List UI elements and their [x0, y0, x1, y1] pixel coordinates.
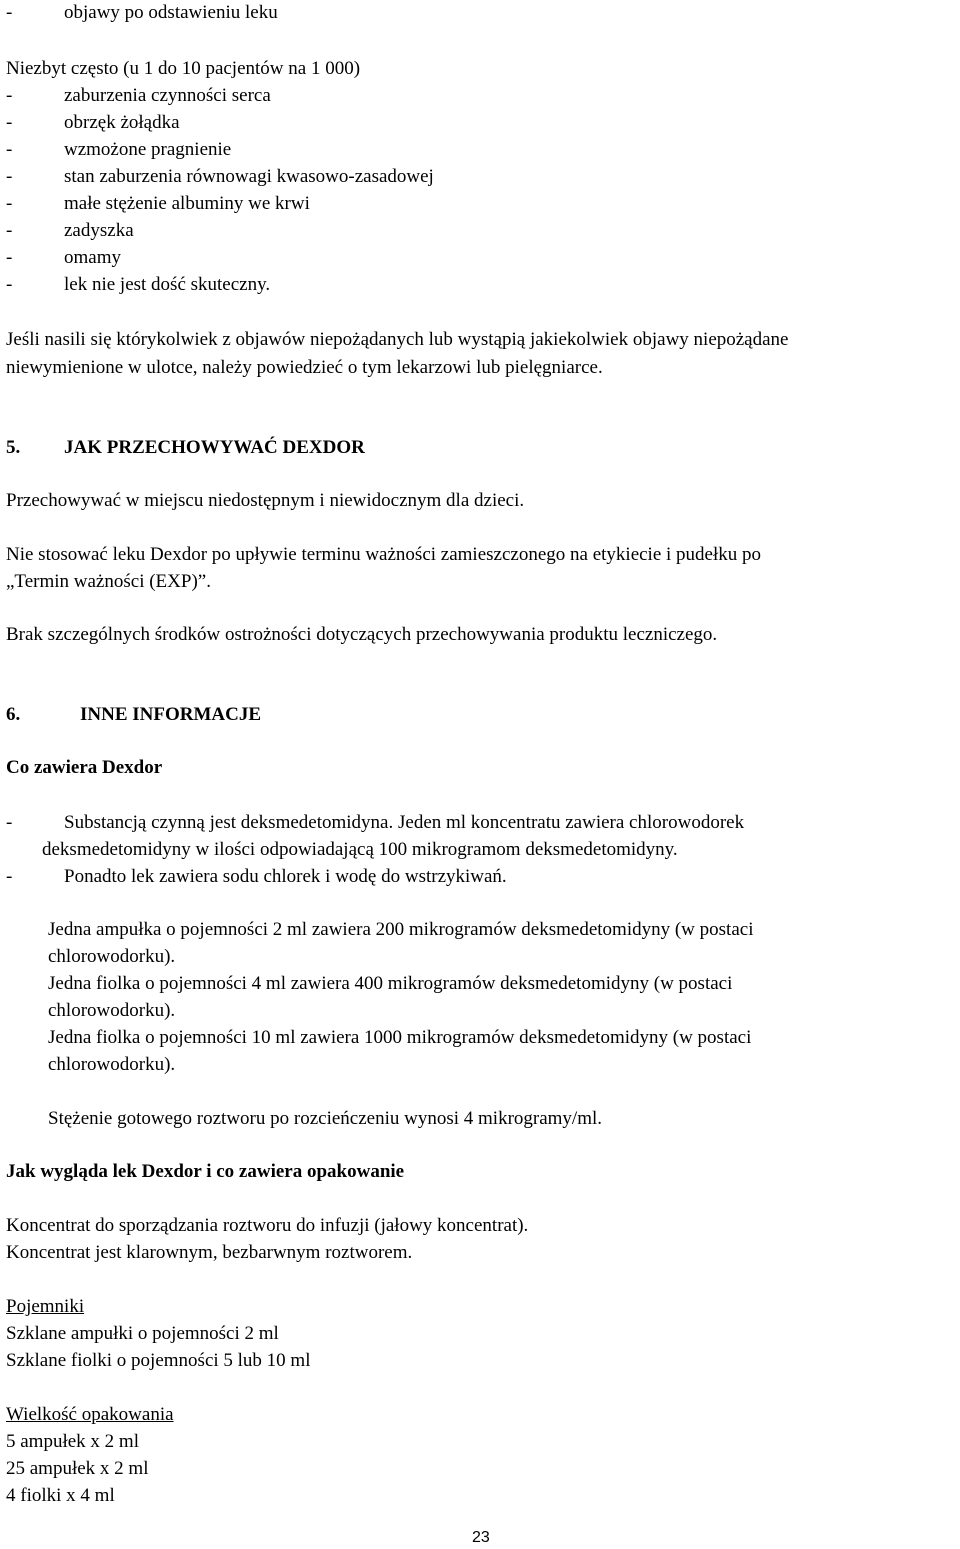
containers-heading: Pojemniki — [6, 1296, 85, 1317]
list-dash: - — [6, 112, 13, 133]
expiry-paragraph-line: „Termin ważności (EXP)”. — [6, 571, 211, 592]
list-item-text: obrzęk żołądka — [64, 112, 180, 133]
list-item-text: stan zaburzenia równowagi kwasowo-zasadowej — [64, 166, 434, 187]
list-item-text: omamy — [64, 247, 121, 268]
vial-10ml-content-line: chlorowodorku). — [48, 1054, 176, 1075]
vial-4ml-content-line: chlorowodorku). — [48, 1000, 176, 1021]
list-dash: - — [6, 247, 13, 268]
list-dash: - — [6, 85, 13, 106]
storage-precautions-paragraph: Brak szczególnych środków ostrożności dotyczących przechowywania produktu leczniczego. — [6, 624, 718, 645]
list-dash: - — [6, 866, 13, 887]
subsection-heading: Jak wygląda lek Dexdor i co zawiera opakowanie — [6, 1161, 405, 1182]
frequency-heading: Niezbyt często (u 1 do 10 pacjentów na 1 000) — [6, 58, 361, 79]
vial-4ml-content-line: Jedna fiolka o pojemności 4 ml zawiera 400 mikrogramów deksmedetomidyny (w postaci — [48, 973, 733, 994]
list-item-text: Ponadto lek zawiera sodu chlorek i wodę do wstrzykiwań. — [64, 866, 507, 887]
list-item-text: Substancją czynną jest deksmedetomidyna. Jeden ml koncentratu zawiera chlorowodorek — [64, 812, 745, 833]
list-dash: - — [6, 166, 13, 187]
list-item-text: objawy po odstawieniu leku — [64, 2, 278, 23]
list-dash: - — [6, 139, 13, 160]
list-dash: - — [6, 812, 13, 833]
list-dash: - — [6, 220, 13, 241]
pack-size-item: 5 ampułek x 2 ml — [6, 1431, 139, 1452]
report-paragraph-line: Jeśli nasili się którykolwiek z objawów niepożądanych lub wystąpią jakiekolwiek objawy niepożądane — [6, 329, 789, 350]
appearance-line: Koncentrat do sporządzania roztworu do infuzji (jałowy koncentrat). — [6, 1215, 529, 1236]
list-item-text: wzmożone pragnienie — [64, 139, 232, 160]
pack-size-heading: Wielkość opakowania — [6, 1404, 174, 1425]
concentration-line: Stężenie gotowego roztworu po rozcieńczeniu wynosi 4 mikrogramy/ml. — [48, 1108, 603, 1129]
expiry-paragraph-line: Nie stosować leku Dexdor po upływie terminu ważności zamieszczonego na etykiecie i pudełku po — [6, 544, 762, 565]
ingredient-item-continuation: deksmedetomidyny w ilości odpowiadającą 100 mikrogramom deksmedetomidyny. — [42, 839, 678, 860]
section-title: INNE INFORMACJE — [80, 704, 262, 725]
section-title: JAK PRZECHOWYWAĆ DEXDOR — [64, 437, 365, 458]
pack-size-item: 25 ampułek x 2 ml — [6, 1458, 149, 1479]
container-item: Szklane ampułki o pojemności 2 ml — [6, 1323, 279, 1344]
appearance-line: Koncentrat jest klarownym, bezbarwnym roztworem. — [6, 1242, 413, 1263]
list-item-text: małe stężenie albuminy we krwi — [64, 193, 310, 214]
ampoule-content-line: Jedna ampułka o pojemności 2 ml zawiera 200 mikrogramów deksmedetomidyny (w postaci — [48, 919, 754, 940]
subsection-heading: Co zawiera Dexdor — [6, 757, 163, 778]
storage-paragraph: Przechowywać w miejscu niedostępnym i niewidocznym dla dzieci. — [6, 490, 525, 511]
container-item: Szklane fiolki o pojemności 5 lub 10 ml — [6, 1350, 311, 1371]
section-number: 6. — [6, 704, 21, 725]
pack-size-item: 4 fiolki x 4 ml — [6, 1485, 115, 1506]
vial-10ml-content-line: Jedna fiolka o pojemności 10 ml zawiera 1000 mikrogramów deksmedetomidyny (w postaci — [48, 1027, 752, 1048]
list-dash: - — [6, 193, 13, 214]
list-item-text: zadyszka — [64, 220, 134, 241]
list-dash: - — [6, 2, 13, 23]
page-number: 23 — [472, 1529, 490, 1546]
list-dash: - — [6, 274, 13, 295]
list-item-text: lek nie jest dość skuteczny. — [64, 274, 271, 295]
ampoule-content-line: chlorowodorku). — [48, 946, 176, 967]
section-number: 5. — [6, 437, 21, 458]
report-paragraph-line: niewymienione w ulotce, należy powiedzieć o tym lekarzowi lub pielęgniarce. — [6, 357, 603, 378]
list-item-text: zaburzenia czynności serca — [64, 85, 271, 106]
